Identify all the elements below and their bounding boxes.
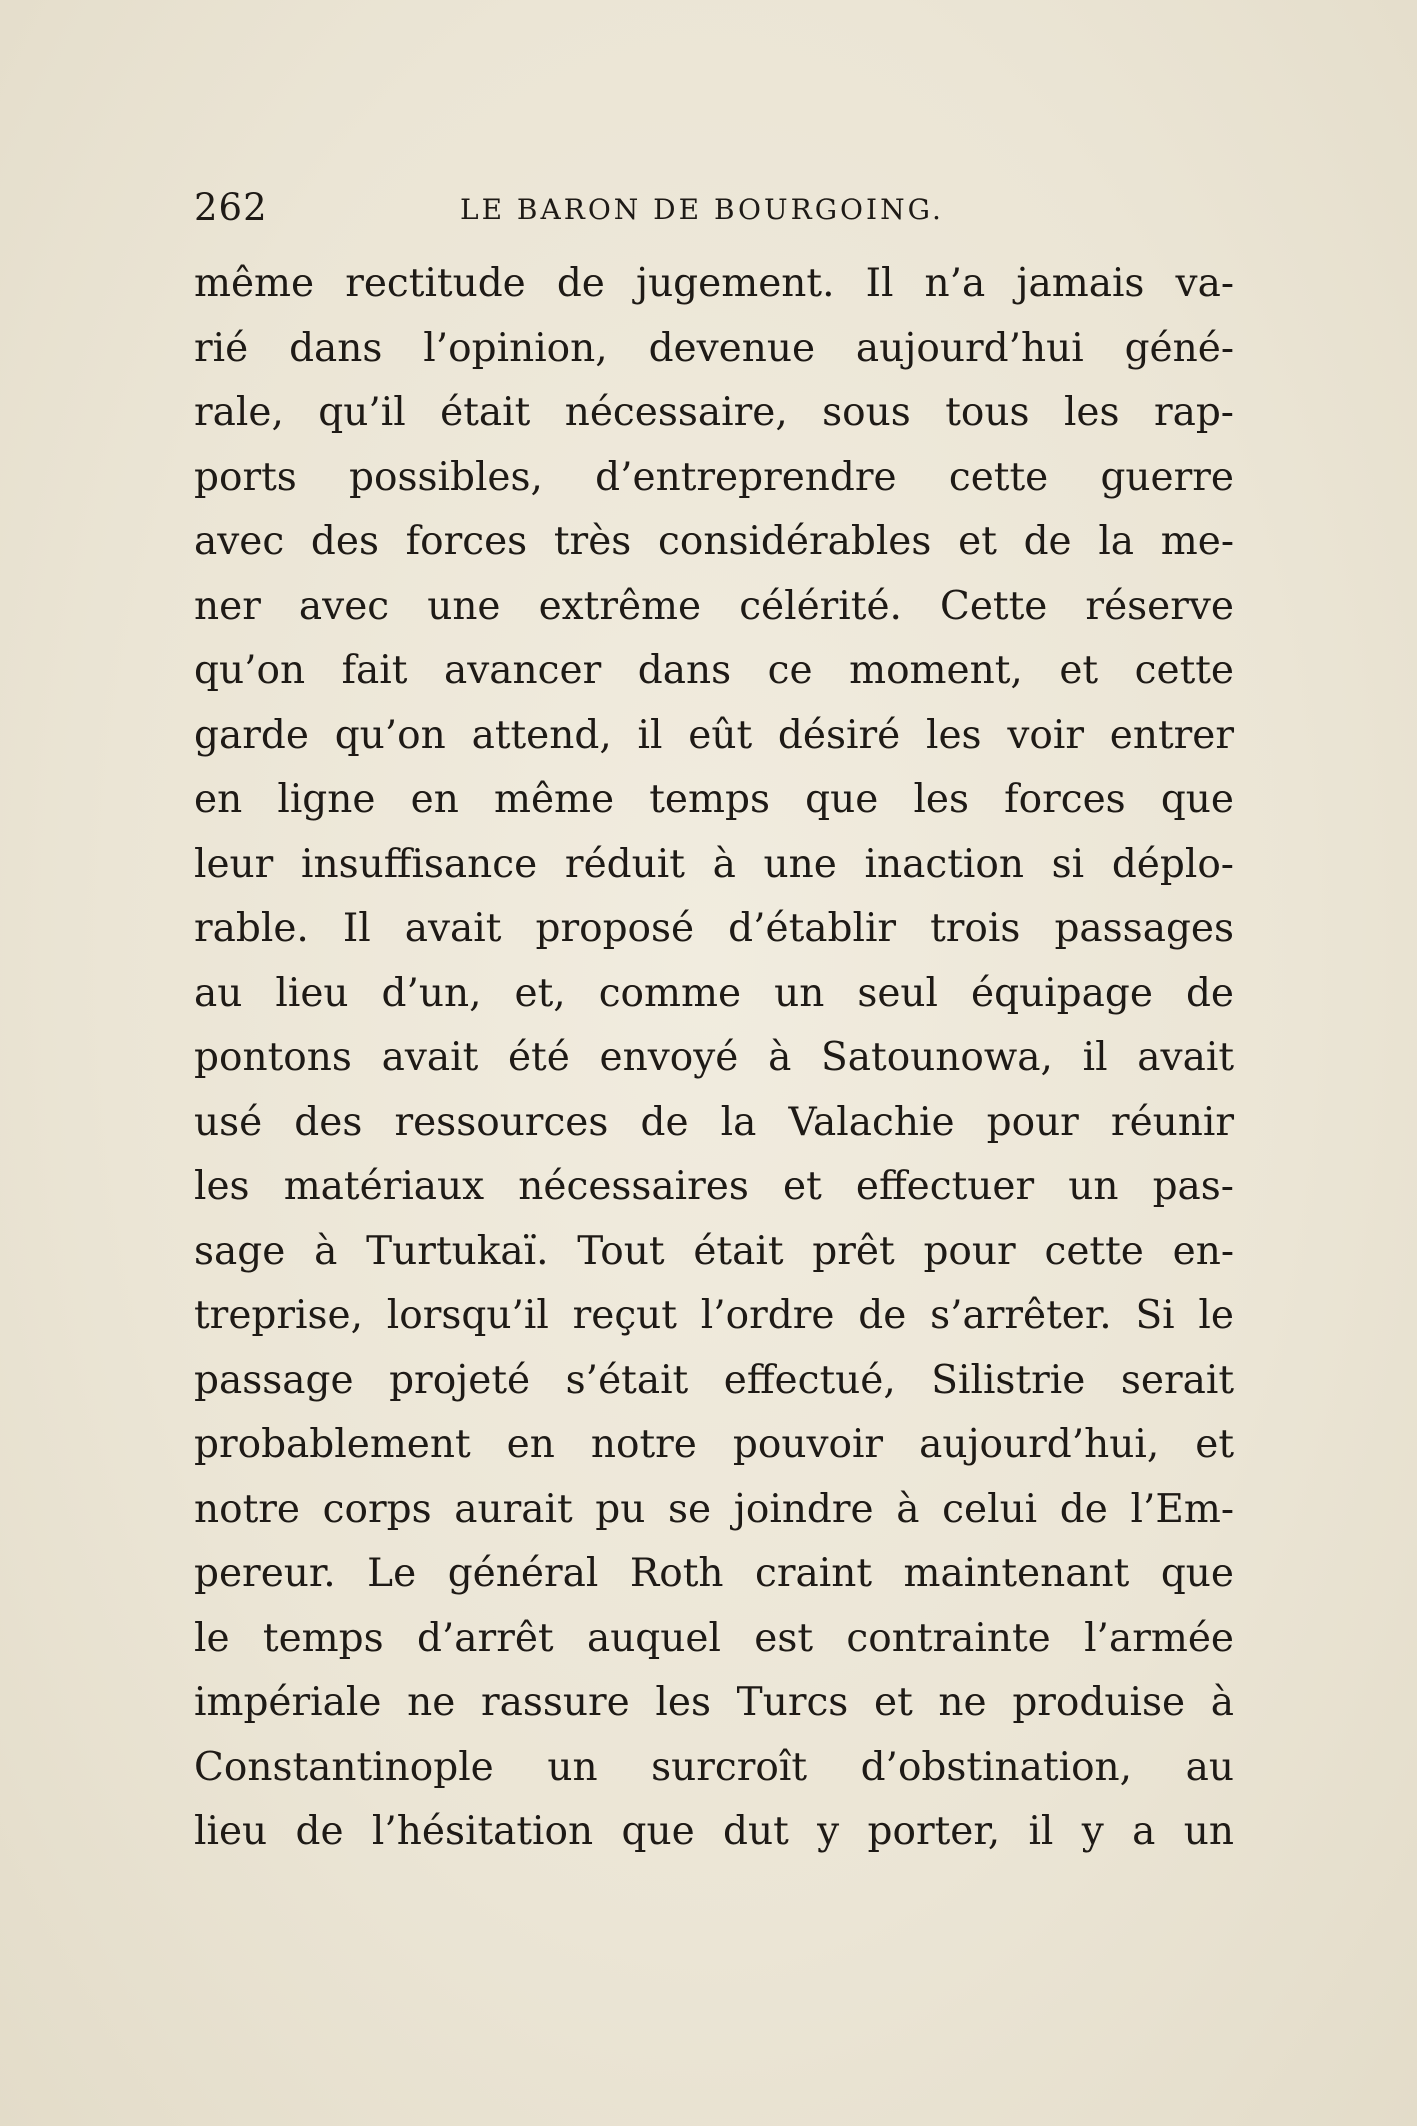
text-line: en ligne en même temps que les forces que	[194, 777, 1234, 822]
text-line: passage projeté s’était effectué, Silistrie serait	[194, 1357, 1234, 1403]
text-line: lieu de l’hésitation que dut y porter, il y a un	[194, 1809, 1234, 1854]
text-line: rale, qu’il était nécessaire, sous tous les rap-	[194, 390, 1234, 435]
text-line: probablement en notre pouvoir aujourd’hui, et	[194, 1422, 1234, 1467]
text-line: pereur. Le général Roth craint maintenant que	[194, 1551, 1234, 1596]
text-line: au lieu d’un, et, comme un seul équipage de	[194, 970, 1234, 1016]
page-number: 262	[194, 186, 268, 229]
running-title: LE BARON DE BOURGOING.	[460, 193, 944, 226]
text-line: les matériaux nécessaires et effectuer un pas-	[194, 1164, 1234, 1209]
body-text	[194, 252, 1234, 1865]
text-line: le temps d’arrêt auquel est contrainte l’armée	[194, 1615, 1234, 1661]
text-line: avec des forces très considérables et de la me-	[194, 519, 1234, 564]
text-line: sage à Turtukaï. Tout était prêt pour cette en-	[194, 1228, 1234, 1274]
text-line: garde qu’on attend, il eût désiré les voir entrer	[194, 712, 1234, 758]
page-header	[194, 183, 1234, 233]
text-line: rable. Il avait proposé d’établir trois passages	[194, 906, 1234, 951]
text-line: notre corps aurait pu se joindre à celui de l’Em-	[194, 1486, 1234, 1532]
text-line: usé des ressources de la Valachie pour réunir	[194, 1099, 1234, 1145]
text-line: treprise, lorsqu’il reçut l’ordre de s’arrêter. Si le	[194, 1293, 1234, 1338]
text-line: impériale ne rassure les Turcs et ne produise à	[194, 1680, 1234, 1725]
text-line: Constantinople un surcroît d’obstination, au	[194, 1744, 1234, 1790]
text-line: ports possibles, d’entreprendre cette guerre	[194, 454, 1234, 500]
text-line: pontons avait été envoyé à Satounowa, il avait	[194, 1035, 1234, 1080]
text-line: rié dans l’opinion, devenue aujourd’hui géné-	[194, 325, 1234, 371]
text-line: même rectitude de jugement. Il n’a jamais va-	[194, 261, 1234, 306]
text-line: leur insuffisance réduit à une inaction si déplo-	[194, 841, 1234, 887]
text-line: ner avec une extrême célérité. Cette réserve	[194, 583, 1234, 629]
text-line: qu’on fait avancer dans ce moment, et cette	[194, 648, 1234, 693]
